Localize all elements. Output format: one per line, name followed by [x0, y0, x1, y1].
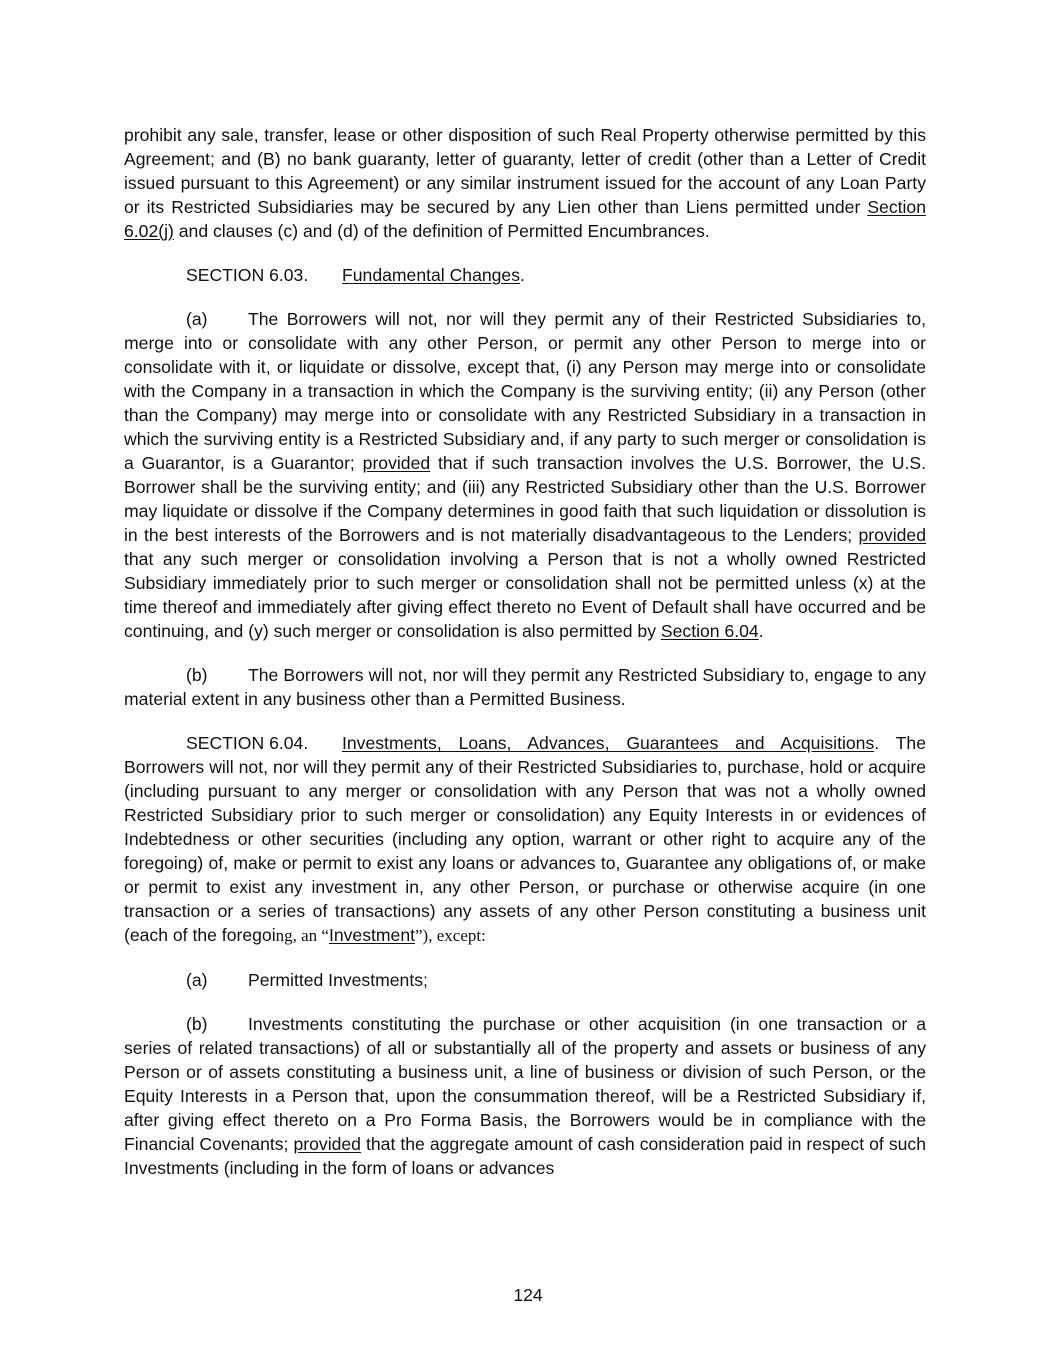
document-page [124, 123, 926, 1180]
page-number: 124 [513, 1285, 543, 1305]
section-text-serif: ng, an “ [275, 926, 329, 945]
defined-term-investment: Investment [328, 925, 416, 945]
section-6-03-clause-b [124, 663, 926, 711]
section-6-03-clause-a [124, 307, 926, 643]
paragraph-continued [124, 123, 926, 243]
clause-label: (b) [186, 1014, 208, 1034]
section-6-04-paragraph [124, 731, 926, 948]
clause-text: Investments constituting the purchase or other acquisition (in one transaction or a series of related transactions) of all or substantially all of the property and assets or business of any Person or of assets constituting a business unit, a line of business or division of such Person, or the Equity Interests in a Person that, upon the consummation thereof, will be a Restricted Subsidiary if, after giving effect thereto on a Pro Forma Basis, the Borrowers would be in compliance with the Financial Covenants; [124, 1014, 926, 1154]
clause-text: . [758, 621, 764, 641]
section-number: SECTION 6.04. [186, 733, 309, 753]
clause-text: The Borrowers will not, nor will they permit any of their Restricted Subsidiaries to, merge into or consolidate with any other Person, or permit any other Person to merge into or consolidate with it, or liquidate or dissolve, except that, (i) any Person may merge into or consolidate with the Company in a transaction in which the Company is the surviving entity; (ii) any Person (other than the Company) may merge into or consolidate with any Restricted Subsidiary in a transaction in which the surviving entity is a Restricted Subsidiary and, if any party to such merger or consolidation is a Guarantor, is a Guarantor; [124, 309, 926, 473]
heading-punctuation: . [520, 265, 525, 285]
paragraph-text: prohibit any sale, transfer, lease or other disposition of such Real Property otherwise permitted by this Agreement; and (B) no bank guaranty, letter of guaranty, letter of credit (other than a Letter of Credit issued pursuant to this Agreement) or any similar instrument issued for the account of any Loan Party or its Restricted Subsidiaries may be secured by any Lien other than Liens permitted under [124, 125, 926, 217]
section-number: SECTION 6.03. [186, 265, 309, 285]
provided-term: provided [362, 453, 431, 473]
cross-reference-section-6-04: Section 6.04 [660, 621, 759, 641]
section-6-03-heading [124, 263, 926, 287]
clause-label: (a) [186, 970, 208, 990]
clause-text: that the aggregate amount of cash consideration paid in respect of such Investments (including in the form of loans or advances [124, 1134, 926, 1178]
section-text-serif: ”), except: [415, 926, 486, 945]
section-title: Fundamental Changes [342, 265, 521, 285]
section-text: . The Borrowers will not, nor will they permit any of their Restricted Subsidiaries to, purchase, hold or acquire (including pursuant to any merger or consolidation with any Person that was not a wholly owned Restricted Subsidiary prior to such merger or consolidation) any Equity Interests in or evidences of Indebtedness or other securities (including any option, warrant or other right to acquire any of the foregoing) of, make or permit to exist any loans or advances to, Guarantee any obligations of, or make or permit to exist any investment in, any other Person, or purchase or otherwise acquire (in one transaction or a series of transactions) any assets of any other Person constituting a business unit (each of the foregoi [124, 733, 926, 945]
section-title: Investments, Loans, Advances, Guarantees and Acquisitions [342, 733, 875, 753]
section-6-04-clause-a [124, 968, 926, 992]
clause-label: (a) [186, 309, 208, 329]
provided-term: provided [858, 525, 926, 545]
paragraph-text: and clauses (c) and (d) of the definition of Permitted Encumbrances. [173, 221, 710, 241]
section-6-04-clause-b [124, 1012, 926, 1180]
cross-reference-section-6-02j: Section 6.02(j) [124, 197, 926, 241]
clause-text: The Borrowers will not, nor will they permit any Restricted Subsidiary to, engage to any material extent in any business other than a Permitted Business. [124, 665, 926, 709]
clause-text: that any such merger or consolidation involving a Person that is not a wholly owned Restricted Subsidiary immediately prior to such merger or consolidation shall not be permitted unless (x) at the time thereof and immediately after giving effect thereto no Event of Default shall have occurred and be continuing, and (y) such merger or consolidation is also permitted by [124, 549, 926, 641]
clause-label: (b) [186, 665, 208, 685]
clause-text: Permitted Investments; [248, 970, 428, 990]
clause-text: that if such transaction involves the U.S. Borrower, the U.S. Borrower shall be the surviving entity; and (iii) any Restricted Subsidiary other than the U.S. Borrower may liquidate or dissolve if the Company determines in good faith that such liquidation or dissolution is in the best interests of the Borrowers and is not materially disadvantageous to the Lenders; [124, 453, 927, 545]
provided-term: provided [293, 1134, 361, 1154]
